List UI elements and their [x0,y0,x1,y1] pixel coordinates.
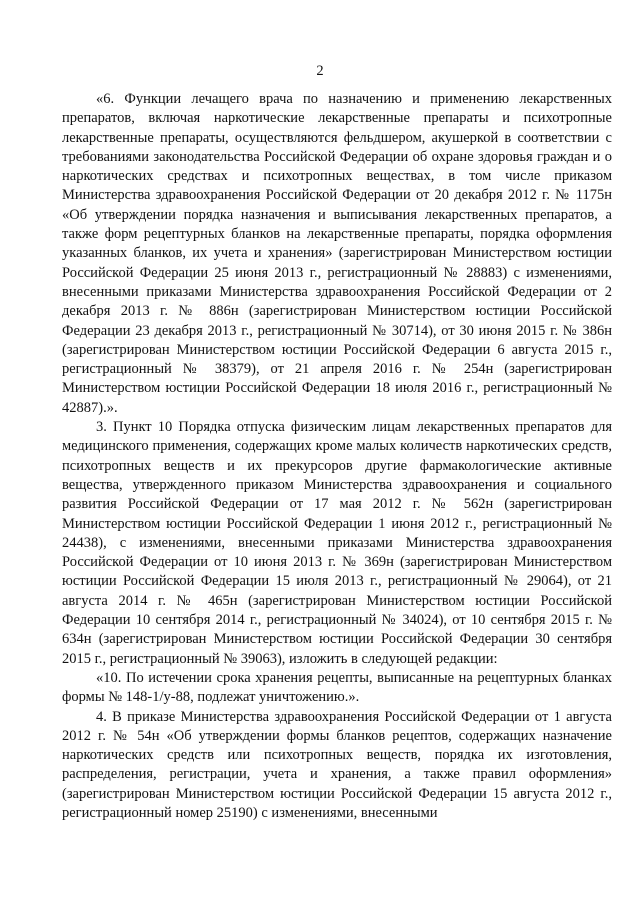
paragraph-item-10-amendment: «10. По истечении срока хранения рецепты, выписанные на рецептурных бланках формы № 148-1/у-88, подлежат уничтожению.». [62,669,612,706]
paragraph-item-6-amendment: «6. Функции лечащего врача по назначению и применению лекарственных препаратов, включая наркотические лекарственные препараты и психотропные лекарственные препараты, осуществляются фельдшером, акушеркой в соответствии с требованиями законодательства Российской Федерации об охране здоровья граждан и о наркотических средствах и психотропных веществах, в том числе приказом Министерства здравоохранения Российской Федерации от 20 декабря 2012 г. № 1175н «Об утверждении порядка назначения и выписывания лекарственных препаратов, а также форм рецептурных бланков на лекарственные препараты, порядка оформления указанных бланков, их учета и хранения» (зарегистрирован Министерством юстиции Российской Федерации 25 июня 2013 г., регистрационный № 28883) с изменениями, внесенными приказами Министерства здравоохранения Российской Федерации от 2 декабря 2013 г. № 886н (зарегистрирован Министерством юстиции Российской Федерации 23 декабря 2013 г., регистрационный № 30714), от 30 июня 2015 г. № 386н (зарегистрирован Министерством юстиции Российской Федерации 6 августа 2015 г., регистрационный № 38379), от 21 апреля 2016 г. № 254н (зарегистрирован Министерством юстиции Российской Федерации 18 июля 2016 г., регистрационный № 42887).». [62,91,612,416]
page-number: 2 [316,63,324,79]
paragraph-point-4: 4. В приказе Министерства здравоохранения Российской Федерации от 1 августа 2012 г. № 54н «Об утверждении формы бланков рецептов, содержащих назначение наркотических средств или психотропных веществ, порядка их изготовления, распределения, регистрации, учета и хранения, а также правил оформления» (зарегистрирован Министерством юстиции Российской Федерации 15 августа 2012 г., регистрационный номер 25190) с изменениями, внесенными [62,708,612,821]
document-body [62,90,612,823]
paragraph-point-3: 3. Пункт 10 Порядка отпуска физическим лицам лекарственных препаратов для медицинского применения, содержащих кроме малых количеств наркотических средств, психотропных веществ и их прекурсоров другие фармакологические активные вещества, утвержденного приказом Министерства здравоохранения и социального развития Российской Федерации от 17 мая 2012 г. № 562н (зарегистрирован Министерством юстиции Российской Федерации 1 июня 2012 г., регистрационный № 24438), с изменениями, внесенными приказами Министерства здравоохранения Российской Федерации от 10 июня 2013 г. № 369н (зарегистрирован Министерством юстиции Российской Федерации 15 июля 2013 г., регистрационный № 29064), от 21 августа 2014 г. № 465н (зарегистрирован Министерством юстиции Российской Федерации 10 сентября 2014 г., регистрационный № 34024), от 10 сентября 2015 г. № 634н (зарегистрирован Министерством юстиции Российской Федерации 30 сентября 2015 г., регистрационный № 39063), изложить в следующей редакции: [62,419,612,667]
